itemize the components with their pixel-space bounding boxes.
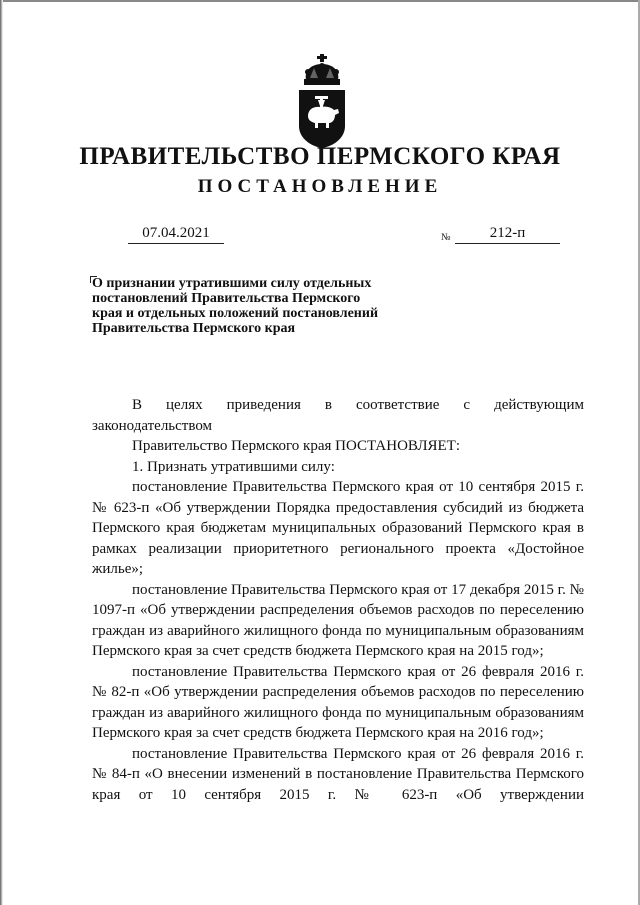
subject-line: О признании утратившими силу отдельных: [92, 276, 372, 291]
intro-word: соответствие: [356, 397, 440, 413]
intro-word: приведения: [226, 397, 301, 413]
subject-line: постановлений Правительства Пермского: [92, 291, 361, 306]
resolves-statement: Правительство Пермского края ПОСТАНОВЛЯЕТ:: [132, 438, 461, 454]
perm-krai-coat-of-arms-icon: [296, 52, 348, 150]
intro-word: действующим: [494, 397, 584, 413]
intro-tail: законодательством: [92, 417, 213, 434]
document-subject: [92, 276, 432, 336]
body-paragraph: постановление Правительства Пермского края от 17 декабря 2015 г. № 1097-п «Об утверждении распределения объемов расходов по переселению граждан из аварийного жилищного фонда по муниципальным образованиям Пермского края за счет средств бюджета Пермского края на 2015 год»;: [92, 581, 584, 659]
subject-line: Правительства Пермского края: [92, 321, 296, 336]
intro-word: с: [463, 397, 471, 413]
intro-line: [92, 395, 584, 416]
document-number-label: №: [441, 232, 451, 243]
government-name: ПРАВИТЕЛЬСТВО ПЕРМСКОГО КРАЯ: [79, 143, 561, 170]
intro-word: целях: [166, 397, 203, 413]
scan-edge-left: [0, 0, 3, 905]
intro-word: в: [324, 397, 332, 413]
document-date: 07.04.2021: [128, 225, 224, 244]
body-paragraph: постановление Правительства Пермского края от 26 февраля 2016 г. № 84-п «О внесении изменений в постановление Правительства Пермского края от 10 сентября 2015 г. № 623-п «Об утверждении: [92, 745, 584, 803]
body-paragraph: постановление Правительства Пермского края от 10 сентября 2015 г. № 623-п «Об утверждении Порядка предоставления субсидий из бюджета Пермского края бюджетам муниципальных образований Пермского края в рамках реализации приоритетного регионального проекта «Достойное жилье»;: [92, 479, 584, 577]
subject-line: края и отдельных положений постановлений: [92, 306, 379, 321]
intro-word: В: [132, 397, 143, 413]
body-paragraph: постановление Правительства Пермского края от 26 февраля 2016 г. № 82-п «Об утверждении распределения объемов расходов по переселению граждан из аварийного жилищного фонда по муниципальным образованиям Пермского края за счет средств бюджета Пермского края на 2016 год»;: [92, 663, 584, 741]
document-kind: ПОСТАНОВЛЕНИЕ: [197, 176, 443, 197]
document-number: 212-п: [455, 225, 560, 244]
item-1-heading: 1. Признать утратившими силу:: [132, 458, 335, 475]
document-body: [92, 395, 584, 805]
scan-edge-top: [0, 0, 640, 2]
